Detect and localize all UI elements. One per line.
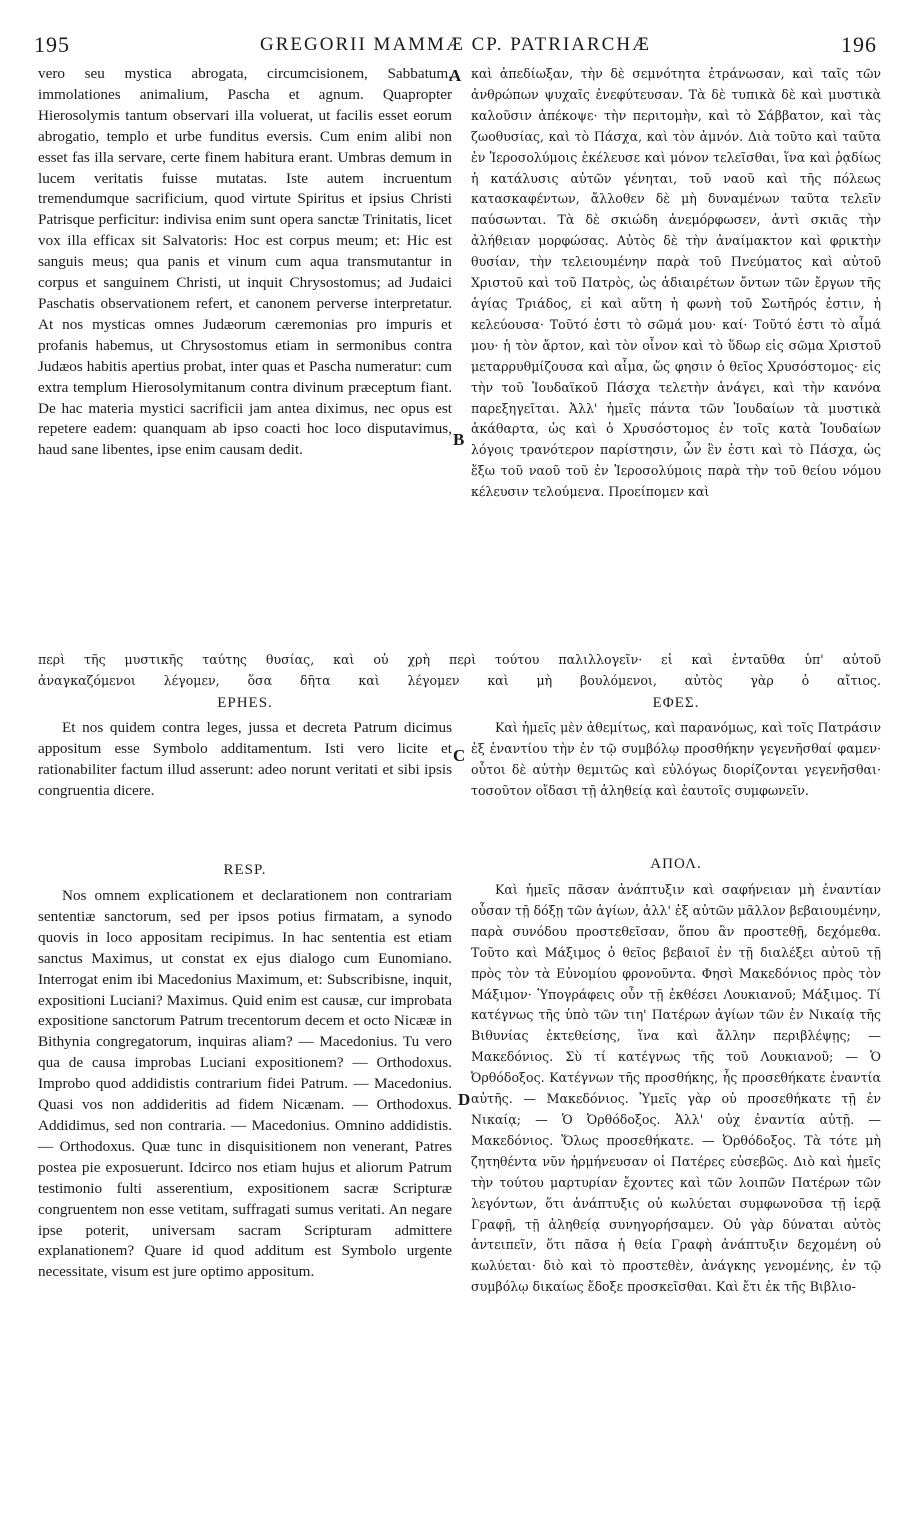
greek-paragraph: καὶ ἀπεδίωξαν, τὴν δὲ σεμνότητα ἐτράνωσαν, καὶ ταῖς τῶν ἀνθρώπων ψυχαῖς ἐνεφύτευσαν. Τὰ δὲ τυπικὰ δὲ καὶ μυστικὰ καλοῦσιν ἀπέκοψε· τὴν περιτομὴν, καὶ τὸ Σάββατον, καὶ τὰς ζωοθυσίας, καὶ τὸ Πάσχα, καὶ τὸν ἀμνόν. Διὰ τοῦτο καὶ ταῦτα ἐν Ἱεροσολύμοις ἐκέλευσε καὶ μόνον τελεῖσθαι, ἵνα καὶ ῥᾳδίως ἡ κατάλυσις αὐτῶν γένηται, τοῦ ναοῦ καὶ τῆς πόλεως κατασκαφέντων, ἄλλοθεν δὲ μὴ δυναμένων ταῦτα τελεῖν παύσωνται. Τὰ δὲ σκιώδη ἀνεμόρφωσεν, ἀντὶ σκιᾶς τὴν ἀλήθειαν μορφώσας. Αὐτὸς δὲ τὴν ἀναίμακτον καὶ φρικτὴν θυσίαν, τὴν τελειουμένην παρὰ τοῦ Πνεύματος καὶ αὐτοῦ Χριστοῦ καὶ τοῦ Πατρὸς, ὡς ἀδιαιρέτων ὄντων τῶν ἔργων τῆς ἁγίας Τριάδος, εἰ καὶ αὕτη ἡ φωνὴ τοῦ Σωτῆρός ἐστιν, ἡ κελεύουσα· Τοῦτό ἐστι τὸ σῶμά μου· καί· Τοῦτό ἐστι τὸ αἷμά μου· ἡ τὸν ἄρτον, καὶ τὸν οἶνον καὶ τὸ ὕδωρ εἰς σῶμα Χριστοῦ μεταρρυθμίζουσα καὶ αἷμα, ὥς φησιν ὁ θεῖος Χρυσόστομος· εἰς τὴν τοῦ Ἰουδαϊκοῦ Πάσχα τελετὴν ἀνάγει, καὶ τὴν κανόνα παρεξηγεῖται. Ἀλλ' ἡμεῖς πάντα τῶν Ἰουδαίων τὰ μυστικὰ ἀκάθαρτα, ὡς καὶ ὁ Χρυσόστομος ἐν τοῖς κατὰ Ἰουδαίων λόγοις τρανότερον παρίστησιν, ὧν ἓν ἐστι καὶ τὸ Πάσχα, ὡς ἔξω τοῦ ναοῦ τοῦ ἐν Ἱεροσολύμοις παρὰ τὴν τοῦ θείου νόμου κέλευσιν τελούμενα. Προείπομεν καὶ: [471, 66, 881, 500]
page-number-right: 196: [841, 32, 877, 57]
latin-column-block-1: [38, 64, 452, 648]
column-marker-a: A: [449, 66, 462, 85]
greek-column-block-2: [471, 718, 881, 858]
latin-paragraph: vero seu mystica abrogata, circumcisionem, Sabbatum, immolationes animalium, Pascha et agnum. Quapropter Hierosolymis tantum observari illa voluerat, ut facilis esset eorum abrogatio, templo et urbe funditus eversis. Cum enim alibi non esset fas illa servare, certe finem habitura erant. Umbras demum in lucem veritatis fuisse mutatas. Iste autem incruentum tremendumque sacrificium, quod virtute Spiritus et ipsius Christi Patrisque perficitur: indivisa enim sunt opera sanctæ Trinitatis, licet vox illa efficax sit Salvatoris: Hoc est corpus meum; et: Hic est sanguis meus; qua panis et vinum cum aqua transmutantur in corpus et sanguinem Christi, ut inquit Chrysostomus; ad Judaici Paschatis observationem refert, et canonem perverse interpretatur. At nos mysticas omnes Judæorum cæremonias pro impuris et profanis habemus, ut Chrysostomus etiam in sermonibus contra Judæos habitis apertius probat, inter quas et Pascha numeratur: cum extra templum Hierosolymitanum contra divinum præceptum fiant. De hac materia mystici sacrificii jam antea diximus, nec opus est repetere eadem: quanquam ab ipso coacti hoc loco disputavimus, haud sane libentes, ipse enim causam dedit.: [38, 65, 452, 459]
full-width-line-2: ἀναγκαζόμενοι λέγομεν, ὅσα δῆτα καὶ λέγομεν καὶ μὴ βουλόμενοι, αὐτὸς γὰρ ὁ αἴτιος.: [38, 673, 881, 688]
section-heading-latin-ephes: EPHES.: [217, 695, 273, 711]
latin-column-block-3: [38, 886, 452, 1476]
latin-paragraph: Et nos quidem contra leges, jussa et decreta Patrum dicimus appositum esse Symbolo additamentum. Isti vero licite et rationabiliter factum illud asserunt: adeo norunt veritati et sibi ipsis congruentia dicere.: [38, 719, 452, 799]
section-heading-latin-resp: RESP.: [223, 862, 267, 878]
latin-column-block-2: [38, 718, 452, 838]
section-heading-greek-apol: ΑΠΟΛ.: [650, 856, 702, 872]
greek-column-block-1: [471, 64, 881, 648]
column-marker-c: C: [453, 746, 466, 765]
latin-paragraph: Nos omnem explicationem et declarationem non contrariam sententiæ sanctorum, sed per ipsos potius firmatam, a synodo quovis in loco appositam recipimus. In hac sententia est etiam sanctus Maximus, ut constat ex ejus dialogo cum Eunomiano. Interrogat enim ibi Macedonius Maximum, et: Subscribisne, inquit, expositioni Luciani? Maximus. Quid enim est causæ, cur improbata expositione sanctorum Patrum trecentorum decem et octo Nicææ in Bithynia congregatorum, inquiras aliam? — Macedonius. Tu vero qua de causa improbas Luciani expositionem? — Orthodoxus. Improbo quod addidistis contrarium fidei Patrum. — Macedonius. Quasi vos non addideritis ad fidem Nicænam. — Orthodoxus. Addidimus, sed non contraria. — Macedonius. Omnino addidistis. — Orthodoxus. Quæ tunc in disquisitionem non venerant, Patres postea pie exposuerunt. Idcirco nos etiam hujus et aliorum Patrum testimonio fulti asserentium, expositionem sacræ Scripturæ congruentem non esse vetitam, suffragati sumus veritati. An negare ipse poterit, universam sacram Scripturam admittere explanationem? Quare id quod additum est Symbolo urgente necessitate, visum est jure optimo appositum.: [38, 887, 452, 1281]
greek-paragraph: Καὶ ἡμεῖς πᾶσαν ἀνάπτυξιν καὶ σαφήνειαν μὴ ἐναντίαν οὖσαν τῇ δόξῃ τῶν ἁγίων, ἀλλ' ἐξ αὐτῶν μᾶλλον βεβαιουμένην, παρὰ συνόδου προστεθεῖσαν, ὅπου ἂν προστεθῇ, δεχόμεθα. Τοῦτο καὶ Μάξιμος ὁ θεῖος βεβαιοῖ ἐν τῇ διαλέξει αὐτοῦ τῇ πρὸς τὸν τὰ Εὐνομίου φρονοῦντα. Φησὶ Μακεδόνιος πρὸς τὸν Μάξιμον· Ὑπογράφεις οὖν τῇ ἐκθέσει Λουκιανοῦ; Μάξιμος. Τί κατέγνως τῆς ὑπὸ τῶν τιη' Πατέρων ἁγίων τῶν ἐν Νικαίᾳ τῆς Βιθυνίας ἐκτεθείσης, ἵνα καὶ ἄλλην περιβλέψῃς; — Μακεδόνιος. Σὺ τί κατέγνως τῆς τοῦ Λουκιανοῦ; — Ὁ Ὀρθόδοξος. Κατέγνων τῆς προσθήκης, ἧς προσεθήκατε ἐναντία αὐτῆς. — Μακεδόνιος. Ὑμεῖς γὰρ οὐ προσεθήκατε τῇ ἐν Νικαίᾳ; — Ὁ Ὀρθόδοξος. Ἀλλ' οὐχ ἐναντία αὐτῇ. — Μακεδόνιος. Ὅλως προσεθήκατε. — Ὀρθόδοξος. Τὰ τότε μὴ ζητηθέντα νῦν ἡρμήνευσαν οἱ Πατέρες εὐσεβῶς. Διὸ καὶ ἡμεῖς τὴν τούτου μαρτυρίαν ἔχοντες καὶ τῶν λοιπῶν Πατέρων τῶν λεγόντων, ὅτι ἀνάπτυξις οὐ κωλύεται συμφωνοῦσα τῇ ἱερᾷ Γραφῇ, τῇ ἀληθείᾳ συνηγορήσαμεν. Οὐ γὰρ δύναται αὐτὸς ἀντειπεῖν, ὅτι πᾶσα ἡ θεία Γραφὴ ἀνάπτυξιν δεχομένη οὐ κωλύεται· διὸ καὶ τὸ προστεθὲν, ἀνάγκης γενομένης, ἐν τῷ συμβόλῳ δικαίως ἔδοξε προσκεῖσθαι. Καὶ ἔτι ἐκ τῆς Βιβλιο-: [471, 882, 881, 1295]
page-number-left: 195: [34, 32, 70, 57]
page-header: [34, 30, 877, 60]
full-width-line-1: περὶ τῆς μυστικῆς ταύτης θυσίας, καὶ οὐ χρὴ περὶ τούτου παλιλλογεῖν· εἰ καὶ ἐνταῦθα ὑπ' αὐτοῦ: [38, 652, 881, 667]
greek-paragraph: Καὶ ἡμεῖς μὲν ἀθεμίτως, καὶ παρανόμως, καὶ τοῖς Πατράσιν ἐξ ἐναντίου τὴν ἐν τῷ συμβόλῳ προσθήκην γεγενῆσθαί φαμεν· οὗτοι δὲ αὐτὴν θεμιτῶς καὶ εὐλόγως διορίζονται γεγενῆσθαι· τοσοῦτον οἴδασι τῇ ἀληθείᾳ καὶ ἑαυτοῖς συμφωνεῖν.: [471, 720, 881, 798]
column-marker-d: D: [458, 1090, 471, 1109]
section-heading-greek-ephes: ΕΦΕΣ.: [652, 695, 700, 711]
running-title: GREGORII MAMMÆ CP. PATRIARCHÆ: [260, 34, 651, 55]
greek-column-block-3: [471, 880, 881, 1480]
column-marker-b: B: [453, 430, 465, 449]
